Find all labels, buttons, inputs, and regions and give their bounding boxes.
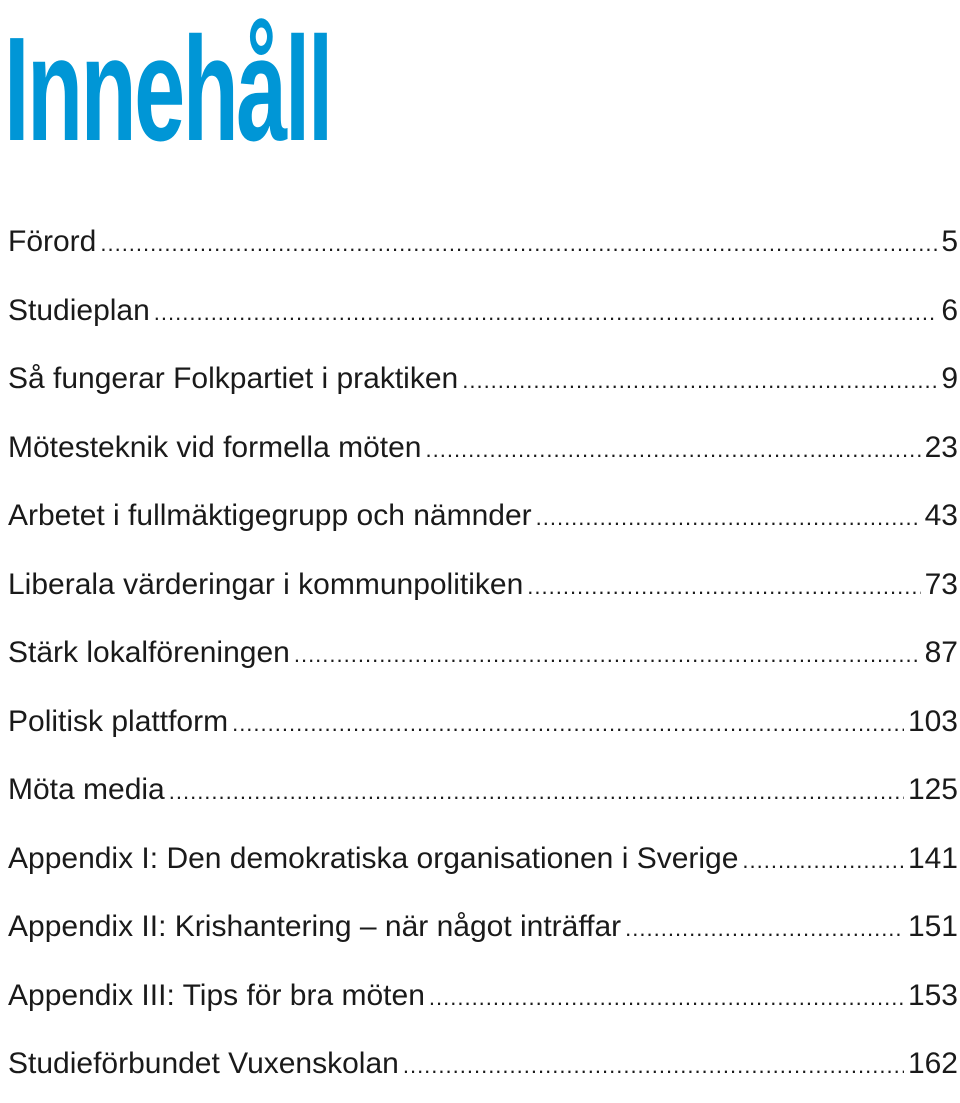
toc-entry xyxy=(8,486,958,555)
toc-entry-label: Appendix II: Krishantering – när något inträffar xyxy=(8,910,622,943)
toc-entry xyxy=(8,349,958,418)
toc-leader-dots xyxy=(154,283,938,343)
toc-entry xyxy=(8,418,958,487)
toc-entry-label: Politisk plattform xyxy=(8,704,229,738)
toc-entry-label: Förord xyxy=(8,225,97,258)
toc-entry-page: 141 xyxy=(907,841,958,875)
toc-entry-page: 43 xyxy=(924,499,958,532)
toc-entry xyxy=(8,692,958,761)
toc-entry-page: 5 xyxy=(941,225,958,258)
toc-entry xyxy=(8,1034,958,1103)
toc-entry-label: Möta media xyxy=(8,773,165,806)
table-of-contents xyxy=(8,212,958,1103)
toc-leader-dots xyxy=(527,557,920,617)
toc-leader-dots xyxy=(742,831,904,891)
toc-entry-page: 9 xyxy=(941,362,958,395)
toc-entry-label: Stärk lokalföreningen xyxy=(8,636,290,669)
toc-leader-dots xyxy=(403,1036,904,1096)
toc-entry-label: Så fungerar Folkpartiet i praktiken xyxy=(8,362,459,395)
toc-entry-page: 103 xyxy=(907,704,958,738)
toc-entry xyxy=(8,281,958,350)
toc-entry xyxy=(8,623,958,692)
toc-entry xyxy=(8,555,958,624)
toc-leader-dots xyxy=(100,214,937,274)
toc-entry-page: 87 xyxy=(924,636,958,669)
toc-entry-page: 6 xyxy=(941,293,958,327)
toc-entry-label: Liberala värderingar i kommunpolitiken xyxy=(8,567,524,601)
toc-entry-page: 23 xyxy=(924,430,958,464)
toc-entry-page: 125 xyxy=(907,773,958,806)
toc-entry-page: 73 xyxy=(924,567,958,601)
toc-entry-label: Mötesteknik vid formella möten xyxy=(8,430,422,464)
toc-entry xyxy=(8,966,958,1035)
toc-entry-page: 153 xyxy=(907,978,958,1012)
toc-entry-label: Studieplan xyxy=(8,293,150,327)
toc-entry xyxy=(8,760,958,829)
page-title: Innehåll xyxy=(4,7,331,172)
toc-leader-dots xyxy=(169,762,904,822)
toc-leader-dots xyxy=(462,351,937,411)
toc-entry-label: Appendix I: Den demokratiska organisationen i Sverige xyxy=(8,841,739,875)
toc-entry xyxy=(8,829,958,898)
toc-entry xyxy=(8,897,958,966)
toc-leader-dots xyxy=(294,625,921,685)
toc-entry-label: Appendix III: Tips för bra möten xyxy=(8,978,425,1012)
toc-entry-page: 162 xyxy=(907,1047,958,1080)
toc-entry-label: Studieförbundet Vuxenskolan xyxy=(8,1047,399,1080)
toc-leader-dots xyxy=(429,968,904,1028)
toc-leader-dots xyxy=(625,899,904,959)
toc-entry-page: 151 xyxy=(907,910,958,943)
toc-leader-dots xyxy=(426,420,921,480)
toc-leader-dots xyxy=(536,488,921,548)
toc-leader-dots xyxy=(232,694,904,754)
toc-entry-label: Arbetet i fullmäktigegrupp och nämnder xyxy=(8,499,532,532)
toc-entry xyxy=(8,212,958,281)
